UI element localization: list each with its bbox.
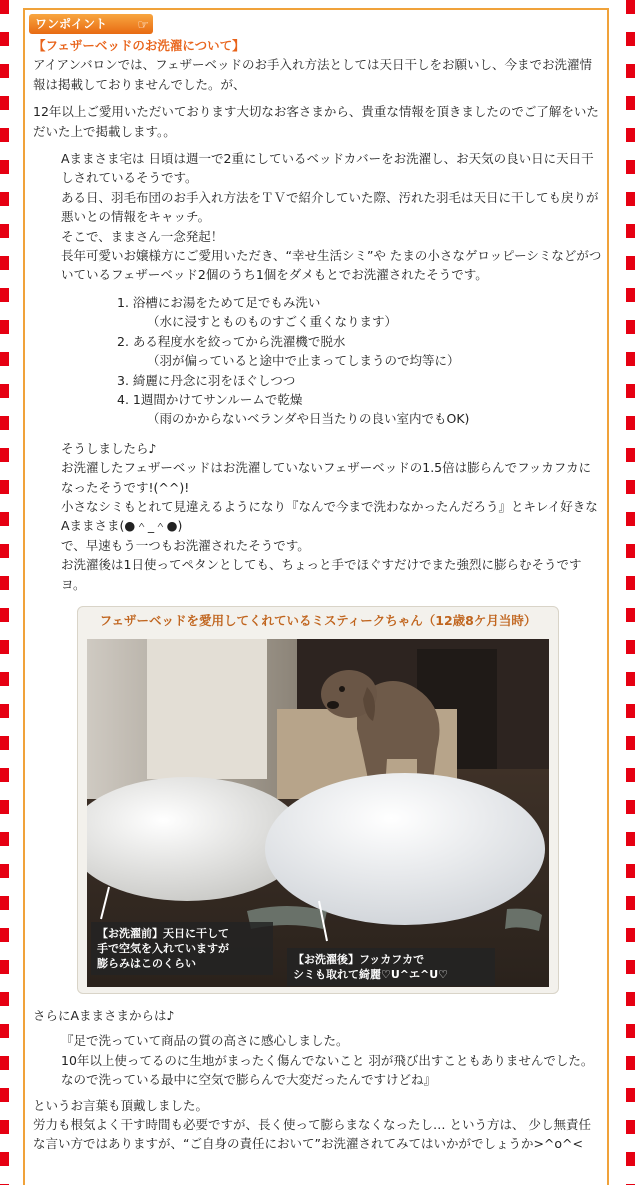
result-line: お洗濯したフェザーベッドはお洗濯していないフェザーベッドの1.5倍は膨らんでフッカフカになったそうです!(^^)! <box>61 460 592 495</box>
feedback-quote <box>33 1031 603 1089</box>
step-title: 2. ある程度水を絞ってから洗濯機で脱水 <box>117 333 346 349</box>
step-title: 3. 綺麗に丹念に羽をほぐしつつ <box>117 372 296 388</box>
quote-line: なので洗っている最中に空気で膨らんで大変だったんですけどね』 <box>61 1072 437 1088</box>
feedback-block <box>33 1006 603 1154</box>
step-note: （水に浸すとものものすごく重くなります） <box>147 314 398 330</box>
caption-line: シミも取れて綺麗♡U^エ^U♡ <box>293 967 449 981</box>
badge-label: ワンポイント <box>35 17 108 31</box>
step-title: 4. 1週間かけてサンルームで乾燥 <box>117 391 303 407</box>
caption-line: 【お洗濯後】フッカフカで <box>293 952 425 966</box>
story-line: 長年可愛いお嬢様方にご愛用いただき、“幸せ生活シミ”や たまの小さなゲロッピーシミなどがついているフェザーベッド2個のうち1個をダメもとでお洗濯されたそうです。 <box>61 248 602 283</box>
washing-steps <box>33 293 603 429</box>
result-line: 小さなシミもとれて見違えるようになり『なんで今まで洗わなかったんだろう』とキレイ好きなAままさま(●＾_＾●) <box>61 498 598 534</box>
article-content <box>33 36 603 1154</box>
caption-after-wash <box>287 948 495 986</box>
result-block <box>33 439 603 594</box>
caption-line: 手で空気を入れていますが <box>97 941 229 955</box>
left-decorative-stripe <box>0 0 9 1185</box>
closing-line: というお言葉も頂戴しました。 <box>33 1097 209 1113</box>
dog-and-featherbeds-photo <box>87 639 549 987</box>
quote-line: 『足で洗っていて商品の質の高さに感心しました。 <box>61 1033 349 1049</box>
story-block <box>33 149 603 285</box>
step-note: （羽が偏っていると途中で止まってしまうので均等に） <box>147 353 460 369</box>
section-heading: 【フェザーベッドのお洗濯について】 <box>33 38 245 53</box>
photo-title: フェザーベッドを愛用してくれているミスティークちゃん（12歳8ケ月当時） <box>99 612 537 628</box>
article-frame <box>23 8 609 1185</box>
closing-line: 労力も根気よく干す時間も必要ですが、長く使って膨らまなくなったし… という方は、 少し無責任な言い方ではありますが、“ご自身の責任において”お洗濯されてみてはいかがでしょうか>^o^< <box>33 1117 591 1152</box>
intro-paragraph-2: 12年以上ご愛用いただいております大切なお客さまから、貴重な情報を頂きましたのでご了解をいただいた上で掲載します。。 <box>33 104 599 139</box>
intro-paragraph-1: アイアンバロンでは、フェザーベッドのお手入れ方法としては天日干しをお願いし、今までお洗濯情報は掲載しておりませんでした。が、 <box>33 57 593 92</box>
right-decorative-stripe <box>626 0 635 1185</box>
feedback-intro: さらにAままさまからは♪ <box>33 1007 175 1023</box>
story-line: そこで、ままさん一念発起！ <box>61 228 224 244</box>
caption-line: 膨らみはこのくらい <box>97 956 196 970</box>
step-title: 1. 浴槽にお湯をためて足でもみ洗い <box>117 294 321 310</box>
caption-line: 【お洗濯前】天日に干して <box>97 926 229 940</box>
result-line: お洗濯後は1日使ってペタンとしても、ちょっと手でほぐすだけでまた強烈に膨らむそうですヨ。 <box>61 557 582 592</box>
story-line: ある日、羽毛布団のお手入れ方法をＴＶで紹介していた際、汚れた羽毛は天日に干しても戻りが悪いとの情報をキャッチ。 <box>61 189 599 225</box>
result-line: そうしましたら♪ <box>61 440 157 456</box>
story-line: Aままさま宅は 日頃は週一で2重にしているベッドカバーをお洗濯し、お天気の良い日に天日干しされているそうです。 <box>61 151 594 186</box>
quote-line: 10年以上使ってるのに生地がまったく傷んでないこと 羽が飛び出すこともありませんでした。 <box>61 1052 594 1068</box>
photo-card <box>77 606 559 994</box>
hand-pointer-icon: ☞ <box>137 18 149 33</box>
result-line: で、早速もう一つもお洗濯されたそうです。 <box>61 537 310 553</box>
step-note: （雨のかからないベランダや日当たりの良い室内でもOK) <box>147 411 470 427</box>
caption-before-wash <box>91 922 273 975</box>
one-point-badge <box>29 14 153 34</box>
